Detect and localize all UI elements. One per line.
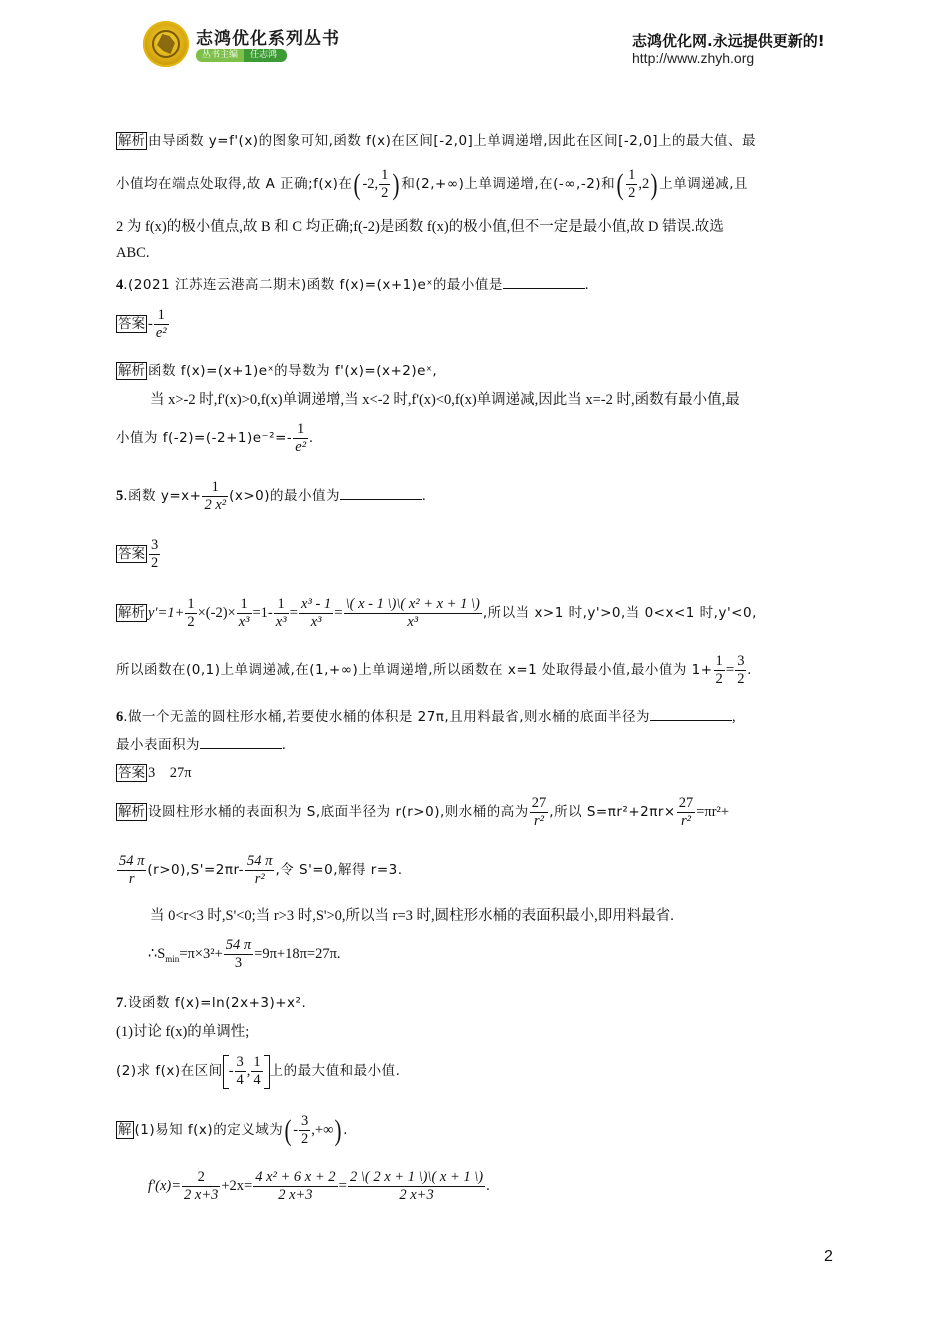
q6-analysis-line-1: 解析 设圆柱形水桶的表面积为 S,底面半径为 r(r>0),则水桶的高为 $\frac{27}{\text{r²}}$ ,所以 S=πr²+2πr× $\frac{27}{\text{r²}}$ =πr²+ <box>118 795 730 830</box>
q5-analysis-line-1: 解析 y'=1+ $\frac{1}{2}$ ×(-2)× $\frac{1}{\text{x³}}$ =1- $\frac{1}{\text{x³}}$ = $\frac{\text{x³ - 1}}{\text{x³}}$ = $\frac{\text{\textbackslash{}( x - 1 \textbackslash{})\textbackslash{}( x² + x + 1 \textbackslash{})}}{\text{x³}}$ ,所以当 x>1 时,y'>0,当 0<x<1 时,y'<0, <box>118 596 757 631</box>
site-url[interactable]: http://www.zhyh.org <box>632 50 755 66</box>
q6-analysis-line-3: 当 0<r<3 时,S'<0;当 r>3 时,S'>0,所以当 r=3 时,圆柱形水桶的表面积最小,即用料最省. <box>150 908 674 924</box>
question-6-line-2: 最小表面积为 . <box>116 734 286 755</box>
q4-analysis-line-3: 小值为 f(-2)=(-2+1)e⁻²=- $\frac{1}{\text{e²}}$ . <box>116 421 313 456</box>
q4-analysis-line-2: 当 x>-2 时,f'(x)>0,f(x)单调递增,当 x<-2 时,f'(x)<0,f(x)单调递减,因此当 x=-2 时,函数有最小值,最 <box>150 392 740 408</box>
q7-solution-line-1: 解 (1)易知 f(x)的定义域为( - $\frac{3}{2}$ ,+∞) . <box>118 1113 348 1148</box>
answer-tag: 答案 <box>118 546 145 562</box>
solution-tag: 解 <box>118 1122 132 1138</box>
answer-blank <box>503 274 585 289</box>
q5-answer: 答案 $\frac{3}{2}$ <box>118 537 159 572</box>
analysis-tag: 解析 <box>118 133 145 149</box>
question-7: 7.设函数 f(x)=ln(2x+3)+x². <box>116 995 307 1011</box>
question-7-part-2: (2)求 f(x)在区间 - $\frac{3}{4}$ , $\frac{1}{4}$ 上的最大值和最小值. <box>116 1054 401 1089</box>
answer-tag: 答案 <box>118 316 145 332</box>
editor-badge <box>196 49 287 62</box>
q3-analysis-line-2: 小值均在端点处取得,故 A 正确;f(x)在( -2, $\frac{1}{2}$ ) 和(2,+∞)上单调递增,在(-∞,-2)和( $\frac{1}{2}$ ,2) 上单调递减,且 <box>116 167 748 202</box>
series-title: 志鸿优化系列丛书 <box>196 29 340 49</box>
q6-answer: 答案 3 27π <box>118 765 192 781</box>
q3-analysis-line-3: 2 为 f(x)的极小值点,故 B 和 C 均正确;f(-2)是函数 f(x)的极小值,但不一定是最小值,故 D 错误.故选 <box>116 219 724 235</box>
answer-blank <box>650 706 732 721</box>
question-6-line-1: 6.做一个无盖的圆柱形水桶,若要使水桶的体积是 27π,且用料最省,则水桶的底面半径为 , <box>116 706 736 727</box>
editor-name: 任志鸿 <box>244 49 287 62</box>
page-header <box>0 0 950 80</box>
q4-analysis-line-1: 解析 函数 f(x)=(x+1)eˣ的导数为 f'(x)=(x+2)eˣ, <box>118 363 438 379</box>
q6-analysis-line-4: $\therefore S_{min}=\pi\times 3^2+$ $\frac{54 \pi}{3}$ =9π+18π=27π. <box>148 937 341 972</box>
page-number: 2 <box>824 1248 833 1265</box>
answer-blank <box>340 485 422 500</box>
analysis-tag: 解析 <box>118 605 145 621</box>
question-7-part-1: (1)讨论 f(x)的单调性; <box>116 1024 250 1040</box>
analysis-tag: 解析 <box>118 363 145 379</box>
question-4: 4.(2021 江苏连云港高二期末)函数 f(x)=(x+1)eˣ的最小值是 . <box>116 274 588 295</box>
q4-answer: 答案 - $\frac{1}{\text{e²}}$ <box>118 307 167 342</box>
q3-analysis-line-4: ABC. <box>116 245 150 261</box>
q3-analysis-line-1: 解析 由导函数 y=f'(x)的图象可知,函数 f(x)在区间[-2,0]上单调递增,因此在区间[-2,0]上的最大值、最 <box>118 133 756 149</box>
site-title: 志鸿优化网.永远提供更新的! <box>632 32 825 50</box>
editor-label: 丛书主编 <box>196 49 244 62</box>
q5-analysis-line-2: 所以函数在(0,1)上单调递减,在(1,+∞)上单调递增,所以函数在 x=1 处取得最小值,最小值为 1+ $\frac{1}{2}$ = $\frac{3}{2}$ . <box>116 653 752 688</box>
q6-analysis-line-2: $\frac{54 \pi}{r}$ (r>0),S'=2πr- $\frac{54 \pi}{\text{r²}}$ ,令 S'=0,解得 r=3. <box>119 853 403 888</box>
publisher-logo <box>143 21 189 67</box>
answer-blank <box>200 734 282 749</box>
answer-tag: 答案 <box>118 765 145 781</box>
analysis-tag: 解析 <box>118 804 145 820</box>
question-5: 5.函数 y=x+ $\frac{1}{\text{2 x²}}$ (x>0)的最小值为 . <box>116 479 426 514</box>
q7-solution-line-2: f'(x)= $\frac{2}{2 x+3}$ +2x= $\frac{\text{4 x² + 6 x + 2}}{2 x+3}$ = $\frac{2 \backslash( 2 x + 1 \backslash)\backslash( x + 1 \backslash)}{2 x+3}$ . <box>148 1169 490 1204</box>
